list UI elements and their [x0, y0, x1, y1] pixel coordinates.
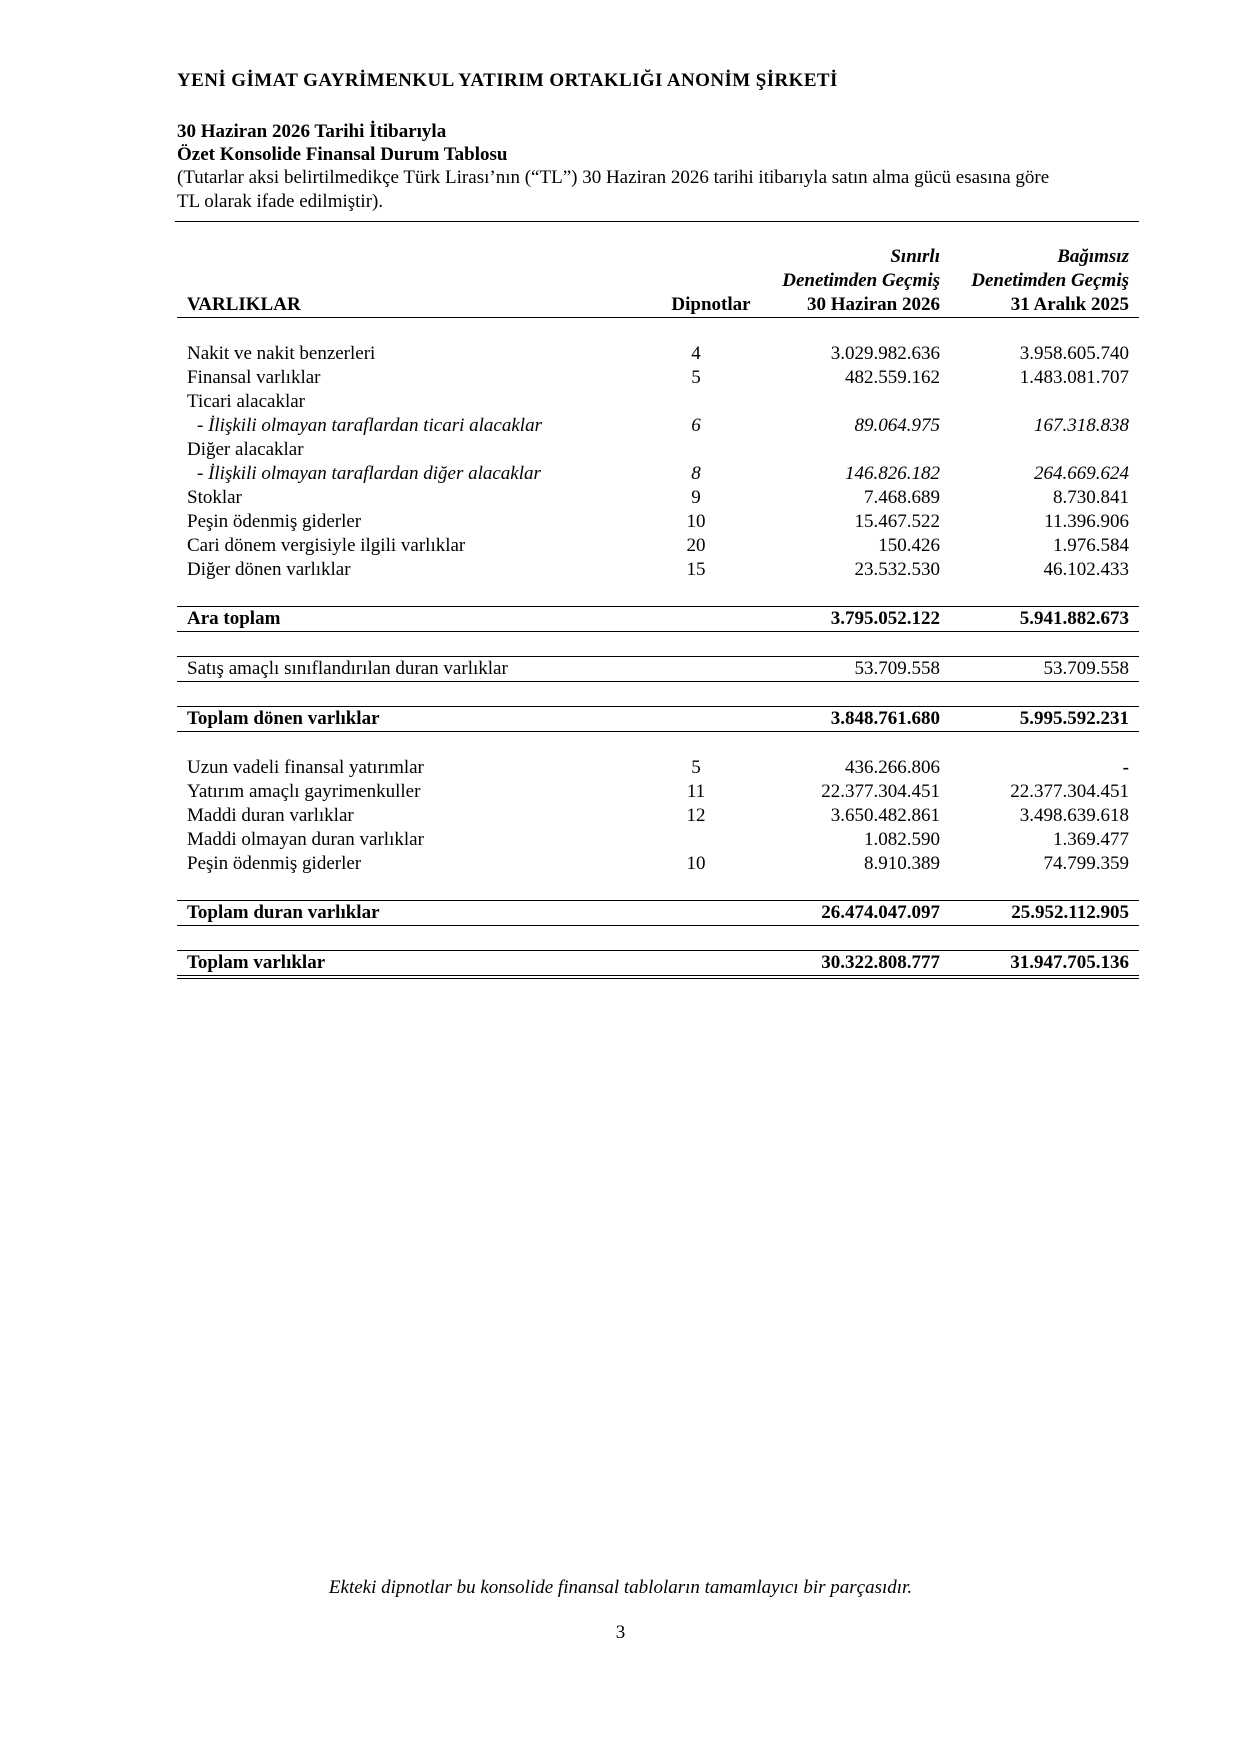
row-note: [631, 390, 761, 414]
total-assets-value-current: 30.322.808.777: [761, 951, 950, 978]
table-row: [177, 366, 1139, 390]
total-assets-value-prior: 31.947.705.136: [950, 951, 1139, 978]
spacer: [177, 732, 1139, 757]
row-label: Yatırım amaçlı gayrimenkuller: [187, 781, 421, 802]
total-noncurrent-label: Toplam duran varlıklar: [177, 901, 631, 926]
row-label: Stoklar: [187, 487, 242, 508]
row-note: 10: [686, 853, 706, 874]
column-header-row-3: [177, 293, 1139, 318]
row-value-prior: 74.799.359: [1043, 853, 1129, 874]
row-note: 20: [686, 535, 706, 556]
row-label: Diğer alacaklar: [187, 439, 304, 460]
row-label: Peşin ödenmiş giderler: [187, 511, 362, 532]
total-current-label: Toplam dönen varlıklar: [177, 707, 631, 732]
current-col-header-line1: Sınırlı: [890, 246, 940, 267]
table-row: [177, 486, 1139, 510]
row-value-current: 3.650.482.861: [830, 805, 940, 826]
current-col-header-line3: 30 Haziran 2026: [761, 293, 950, 318]
row-value-current: 146.826.182: [845, 463, 940, 484]
row-label: Peşin ödenmiş giderler: [187, 853, 362, 874]
row-value-current: 482.559.162: [845, 367, 940, 388]
section-label: VARLIKLAR: [177, 293, 631, 318]
table-row: [177, 804, 1139, 828]
current-col-header-line2: Denetimden Geçmiş: [782, 270, 940, 291]
row-value-current: 7.468.689: [864, 487, 940, 508]
row-value-current: 150.426: [878, 535, 940, 556]
row-value-current: [761, 390, 950, 414]
spacer: [177, 582, 1139, 607]
total-assets-label: Toplam varlıklar: [177, 951, 631, 978]
table-row: [177, 852, 1139, 876]
row-value-current: 436.266.806: [845, 757, 940, 778]
table-row: [177, 510, 1139, 534]
row-label: - İlişkili olmayan taraflardan diğer alacaklar: [197, 463, 541, 484]
total-current-row: [177, 707, 1139, 732]
total-assets-row: [177, 951, 1139, 978]
row-value-prior: 1.483.081.707: [1019, 367, 1129, 388]
notes-col-header: Dipnotlar: [631, 293, 761, 318]
row-value-prior: [950, 438, 1139, 462]
table-row: [177, 342, 1139, 366]
table-row: [177, 390, 1139, 414]
row-value-current: 8.910.389: [864, 853, 940, 874]
spacer: [177, 926, 1139, 951]
balance-sheet-table: [177, 245, 1139, 979]
row-value-prior: 8.730.841: [1053, 487, 1129, 508]
row-note: [631, 828, 761, 852]
date-line: 30 Haziran 2026 Tarihi İtibarıyla: [177, 121, 447, 142]
table-row: [177, 756, 1139, 780]
spacer: [177, 318, 1139, 343]
total-current-value-prior: 5.995.592.231: [950, 707, 1139, 732]
prior-col-header-line3: 31 Aralık 2025: [950, 293, 1139, 318]
currency-note-line2: TL olarak ifade edilmiştir).: [177, 191, 384, 212]
table-row: [177, 780, 1139, 804]
row-value-current: 23.532.530: [854, 559, 940, 580]
row-label: Ticari alacaklar: [187, 391, 305, 412]
row-note: 12: [686, 805, 706, 826]
row-value-prior: 22.377.304.451: [1010, 781, 1129, 802]
spacer: [177, 682, 1139, 707]
row-note: 5: [691, 367, 701, 388]
row-value-current: 3.029.982.636: [830, 343, 940, 364]
row-value-prior: 3.498.639.618: [1019, 805, 1129, 826]
row-value-current: [761, 438, 950, 462]
row-note: 10: [686, 511, 706, 532]
table-row: [177, 414, 1139, 438]
row-label: Uzun vadeli finansal yatırımlar: [187, 757, 424, 778]
held-for-sale-value-prior: 53.709.558: [950, 657, 1139, 682]
row-label: Nakit ve nakit benzerleri: [187, 343, 376, 364]
row-note: 9: [691, 487, 701, 508]
document-header: [177, 70, 1137, 214]
row-value-current: 15.467.522: [854, 511, 940, 532]
row-label: Maddi olmayan duran varlıklar: [187, 829, 424, 850]
row-value-prior: -: [1122, 757, 1129, 778]
row-value-prior: 46.102.433: [1043, 559, 1129, 580]
column-header-row-1: [177, 245, 1139, 269]
subtotal-row: [177, 607, 1139, 632]
prior-col-header-line2: Denetimden Geçmiş: [971, 270, 1129, 291]
held-for-sale-row: [177, 657, 1139, 682]
row-label: Diğer dönen varlıklar: [187, 559, 351, 580]
row-note: 6: [691, 415, 701, 436]
total-current-value-current: 3.848.761.680: [761, 707, 950, 732]
row-value-prior: 1.976.584: [1053, 535, 1129, 556]
row-value-prior: 11.396.906: [1044, 511, 1129, 532]
subtotal-value-current: 3.795.052.122: [761, 607, 950, 632]
held-for-sale-value-current: 53.709.558: [761, 657, 950, 682]
page-number: 3: [615, 1622, 626, 1643]
row-value-current: 22.377.304.451: [821, 781, 940, 802]
table-row: [177, 828, 1139, 852]
row-label: Finansal varlıklar: [187, 367, 321, 388]
row-note: [631, 438, 761, 462]
row-note: 11: [686, 781, 706, 802]
row-note: 4: [691, 343, 701, 364]
row-value-prior: 264.669.624: [1034, 463, 1129, 484]
row-note: 15: [686, 559, 706, 580]
statement-title: Özet Konsolide Finansal Durum Tablosu: [177, 144, 508, 165]
total-noncurrent-value-current: 26.474.047.097: [761, 901, 950, 926]
prior-col-header-line1: Bağımsız: [1057, 246, 1129, 267]
row-label: Maddi duran varlıklar: [187, 805, 354, 826]
table-row: [177, 438, 1139, 462]
table-row: [177, 534, 1139, 558]
held-for-sale-label: Satış amaçlı sınıflandırılan duran varlıklar: [177, 657, 631, 682]
row-value-prior: 167.318.838: [1034, 415, 1129, 436]
total-noncurrent-value-prior: 25.952.112.905: [950, 901, 1139, 926]
row-value-current: 1.082.590: [864, 829, 940, 850]
total-noncurrent-row: [177, 901, 1139, 926]
spacer: [177, 632, 1139, 657]
row-value-prior: 1.369.477: [1053, 829, 1129, 850]
subtotal-label: Ara toplam: [177, 607, 631, 632]
row-value-current: 89.064.975: [854, 415, 940, 436]
company-name: YENİ GİMAT GAYRİMENKUL YATIRIM ORTAKLIĞI ANONİM ŞİRKETİ: [177, 70, 838, 91]
header-rule: [175, 221, 1139, 222]
row-value-prior: [950, 390, 1139, 414]
row-note: 5: [691, 757, 701, 778]
footer-note: Ekteki dipnotlar bu konsolide finansal tabloların tamamlayıcı bir parçasıdır.: [328, 1577, 913, 1598]
spacer: [177, 876, 1139, 901]
currency-note-line1: (Tutarlar aksi belirtilmedikçe Türk Lirası’nın (“TL”) 30 Haziran 2026 tarihi itibarıyla satın alma gücü esasına göre: [177, 167, 1050, 188]
row-label: - İlişkili olmayan taraflardan ticari alacaklar: [197, 415, 542, 436]
subtotal-value-prior: 5.941.882.673: [950, 607, 1139, 632]
row-label: Cari dönem vergisiyle ilgili varlıklar: [187, 535, 466, 556]
table-row: [177, 558, 1139, 582]
table-row: [177, 462, 1139, 486]
row-note: 8: [691, 463, 701, 484]
row-value-prior: 3.958.605.740: [1019, 343, 1129, 364]
column-header-row-2: [177, 269, 1139, 293]
